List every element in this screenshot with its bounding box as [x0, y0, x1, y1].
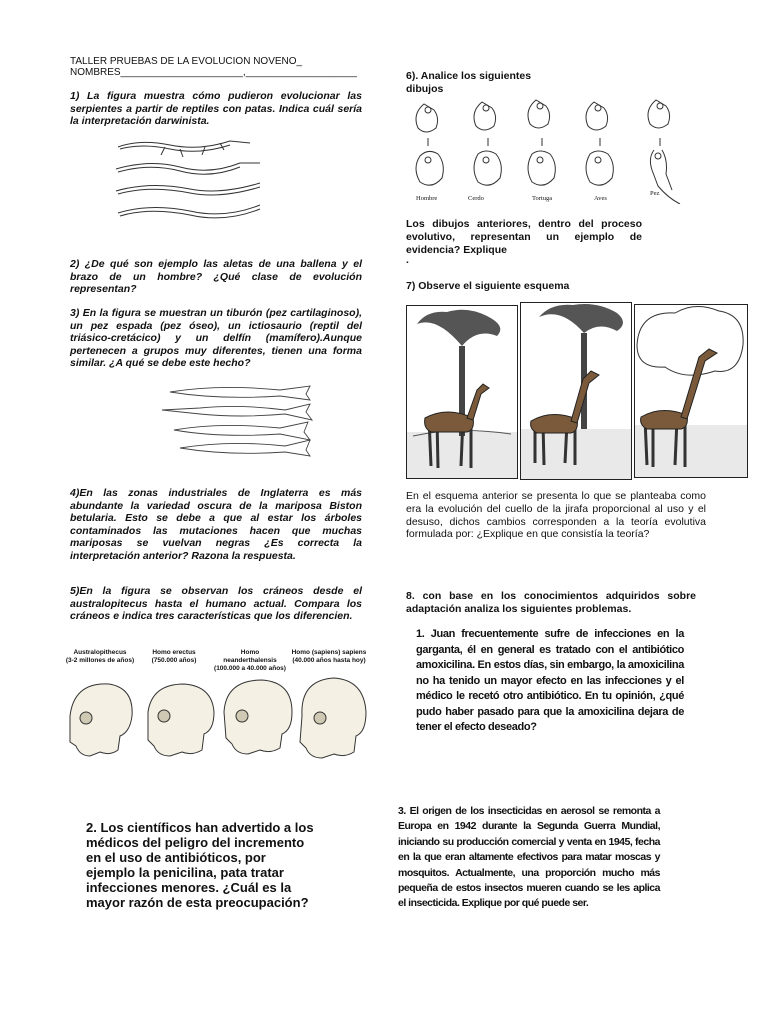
problem-3-text: 3. El origen de los insecticidas en aerosol se remonta a Europa en 1942 durante la Segunda Guerra Mundial, iniciando su producción comercial y venta en 1945, fecha en la que eran altamente efectivos para matar moscas y mosquitos. Actualmente, una proporción mucho más pequeña de estos insectos mueren cuando se les aplica el insecticida. Explique por qué puede ser. [398, 805, 660, 910]
question-1: 1) La figura muestra cómo pudieron evolucionar las serpientes a partir de reptiles con patas. Indica cuál sería la interpretación darwinista. [70, 90, 362, 128]
giraffe-panel-1 [406, 305, 518, 479]
embryo-label-turtle: Tortuga [532, 195, 553, 202]
question-8-title: 8. con base en los conocimientos adquiridos sobre adaptación analiza los siguientes problemas. [406, 590, 696, 615]
question-7-text: En el esquema anterior se presenta lo que se planteaba como era la evolución del cuello de la jirafa proporcional al uso y el desuso, dichos cambios corresponden a la teoría evolutiva formulada por: ¿Explique en que consistía la teoría? [406, 490, 706, 541]
skulls-figure [64, 672, 370, 768]
question-6-title: 6). Analice los siguientes dibujos [406, 70, 532, 95]
skull-label-neanderthal: Homo neanderthalensis (100.000 a 40.000 años) [214, 649, 286, 672]
skull-label-australopithecus: Australopithecus (3-2 millones de años) [65, 649, 135, 664]
problem-1-text: 1. Juan frecuentemente sufre de infecciones en la garganta, él en general es tratado con el antibiótico amoxicilina. En estos días, sin embargo, la amoxicilina no ha tenido un mayor efecto en las infecciones y el médico le recetó otro antibiótico. En tu opinión, ¿qué pudo haber pasado para que la amoxicilina dejara de tener el efecto deseado? [416, 628, 684, 733]
embryo-label-pig: Cerdo [468, 195, 484, 202]
question-7-title: 7) Observe el siguiente esquema [406, 280, 570, 292]
names-line: NOMBRES______________________,____________________ [70, 67, 357, 78]
embryo-label-human: Hombre [416, 195, 438, 202]
snake-evolution-figure [110, 133, 270, 223]
question-5: 5)En la figura se observan los cráneos desde el australopitecus hasta el humano actual. Compara los cráneos e indica tres características que los diferencien. [70, 585, 362, 623]
question-2: 2) ¿De qué son ejemplo las aletas de una ballena y el brazo de un hombre? ¿Qué clase de evolución representan? [70, 258, 362, 296]
question-4: 4)En las zonas industriales de Inglaterra es más abundante la variedad oscura de la mariposa Biston betularia. Esto se debe a que al estar los árboles contaminados las mutaciones hacen que muchas mariposas se vuelvan negras ¿Es correcta la interpretación anterior? Razona la respuesta. [70, 487, 362, 562]
giraffe-panel-2 [520, 302, 632, 480]
giraffe-panel-3 [634, 304, 748, 478]
question-6-dot: . [406, 254, 409, 266]
embryo-label-birds: Aves [594, 195, 607, 202]
skull-label-homo-erectus: Homo erectus (750.000 años) [151, 649, 197, 664]
document-title [70, 56, 370, 78]
question-6-text: Los dibujos anteriores, dentro del proceso evolutivo, representan un ejemplo de evidencia? Explique [406, 218, 642, 256]
title-line: TALLER PRUEBAS DE LA EVOLUCION NOVENO_ [70, 56, 303, 67]
problem-2-text: 2. Los científicos han advertido a los médicos del peligro del incremento en el uso de antibióticos, por ejemplo la penicilina, pata tratar infecciones menores. ¿Cuál es la mayor razón de esta preocupación? [86, 820, 314, 910]
embryo-label-fish: Pez [650, 190, 660, 197]
embryo-comparison-figure [410, 94, 690, 204]
skull-label-sapiens: Homo (sapiens) sapiens (40.000 años hasta hoy) [291, 649, 367, 664]
question-3: 3) En la figura se muestran un tiburón (pez cartilaginoso), un pez espada (pez óseo), un ictiosaurio (reptil del triásico-cretácico) y un delfín (mamífero).Aunque pertenecen a grupos muy diferentes, tienen una forma similar. ¿A qué se debe este hecho? [70, 307, 362, 370]
convergent-fish-figure [160, 382, 320, 460]
